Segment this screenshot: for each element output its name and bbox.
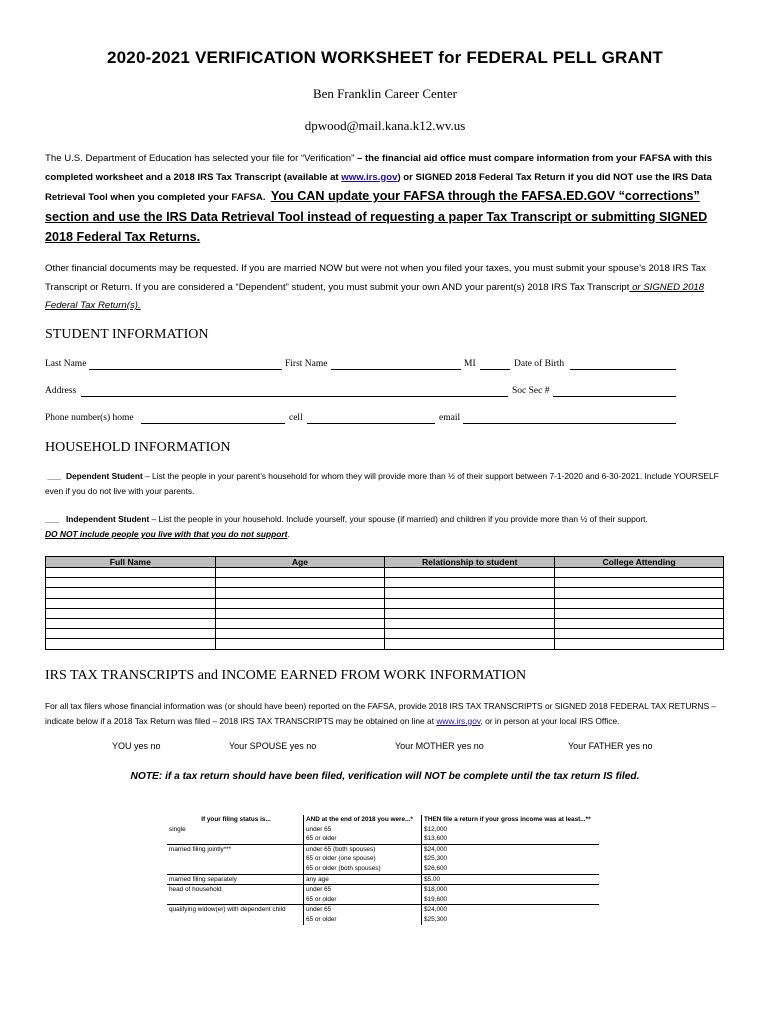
soc-sec-field[interactable]: [553, 396, 676, 397]
other-docs-paragraph: [45, 260, 725, 316]
dependent-student-option: [45, 469, 735, 499]
phone-label: Phone number(s) home: [45, 413, 134, 423]
filing-requirements-table: [167, 815, 599, 925]
contact-email: dpwood@mail.kana.k12.wv.us: [304, 118, 466, 133]
school-name: Ben Franklin Career Center: [312, 86, 458, 101]
tax-table-header: [167, 815, 599, 825]
age-cell: under 65: [304, 825, 422, 835]
table-cell[interactable]: [46, 568, 216, 578]
table-row: [46, 588, 724, 598]
household-heading: HOUSEHOLD INFORMATION: [45, 440, 231, 455]
household-table: [45, 556, 724, 650]
tax-table-row: [167, 834, 599, 844]
phone-home-field[interactable]: [141, 423, 285, 424]
table-cell[interactable]: [215, 578, 385, 588]
income-cell: $25,300: [422, 915, 600, 925]
email-label: email: [439, 413, 461, 423]
table-cell[interactable]: [215, 629, 385, 639]
cell-field[interactable]: [307, 423, 435, 424]
first-name-field[interactable]: [331, 369, 461, 370]
intro-part3: ) or SIGNED 2018 Federal Tax Return if you did NOT use the IRS Data Retrieval Tool when you completed your FAFSA.: [45, 171, 712, 204]
income-cell: $13,600: [422, 834, 600, 844]
table-cell[interactable]: [215, 608, 385, 618]
header-filing-status: If your filing status is...: [201, 816, 271, 823]
filing-status-cell: [167, 834, 304, 844]
independent-student-option: [45, 512, 735, 542]
tax-table-row: [167, 915, 599, 925]
table-cell[interactable]: [385, 629, 555, 639]
independent-warning: DO NOT include people you live with that you do not support: [45, 529, 288, 539]
tax-table-row: [167, 885, 599, 895]
tax-table-row: [167, 825, 599, 835]
table-cell[interactable]: [46, 588, 216, 598]
age-cell: under 65: [304, 885, 422, 895]
age-cell: any age: [304, 874, 422, 885]
spouse-yes-no[interactable]: Your SPOUSE yes no: [229, 741, 317, 751]
page-title: 2020-2021 VERIFICATION WORKSHEET for FEDERAL PELL GRANT: [106, 48, 664, 67]
filing-status-cell: [167, 854, 304, 864]
age-cell: 65 or older: [304, 834, 422, 844]
table-row: [46, 639, 724, 649]
table-cell[interactable]: [385, 618, 555, 628]
irs-link[interactable]: www.irs.gov: [341, 171, 398, 183]
table-cell[interactable]: [555, 608, 724, 618]
income-cell: $25,300: [422, 854, 600, 864]
table-row: [46, 618, 724, 628]
col-relationship: Relationship to student: [385, 557, 555, 568]
table-cell[interactable]: [555, 568, 724, 578]
table-cell[interactable]: [555, 618, 724, 628]
table-cell[interactable]: [215, 598, 385, 608]
col-full-name: Full Name: [46, 557, 216, 568]
tax-table-row: [167, 844, 599, 854]
warning-end: .: [287, 529, 290, 539]
table-cell[interactable]: [555, 598, 724, 608]
tax-table-row: [167, 874, 599, 885]
income-cell: $26,600: [422, 864, 600, 874]
table-cell[interactable]: [46, 598, 216, 608]
age-cell: under 65 (both spouses): [304, 844, 422, 854]
independent-blank[interactable]: ___: [45, 514, 59, 524]
table-cell[interactable]: [215, 618, 385, 628]
cell-label: cell: [289, 413, 303, 423]
age-cell: 65 or older: [304, 895, 422, 905]
table-row: [46, 608, 724, 618]
filing-status-cell: single: [169, 825, 186, 833]
irs-text1: For all tax filers whose financial information was (or should have been) reported on the FAFSA, provide 2018 IRS TAX TRANSCRIPTS or SIGNED 2018 FEDERAL TAX RETURNS – indicate below if a 2018 Tax Return was filed – 2018 IRS TAX TRANSCRIPTS may be obtained on line at: [45, 701, 717, 726]
dob-field[interactable]: [570, 369, 676, 370]
filing-status-cell: qualifying widow(er) with dependent child: [167, 905, 304, 915]
table-cell[interactable]: [555, 588, 724, 598]
table-cell[interactable]: [215, 588, 385, 598]
table-cell[interactable]: [46, 608, 216, 618]
header-age: AND at the end of 2018 you were...*: [304, 815, 422, 825]
income-cell: $12,000: [422, 825, 600, 835]
table-cell[interactable]: [385, 608, 555, 618]
income-cell: $24,000: [422, 905, 600, 915]
header-income: THEN file a return if your gross income was at least...**: [422, 815, 600, 825]
name-row: [45, 359, 685, 373]
address-label: Address: [45, 386, 77, 396]
father-yes-no[interactable]: Your FATHER yes no: [568, 741, 653, 751]
email-field[interactable]: [463, 423, 676, 424]
table-row: [46, 568, 724, 578]
intro-paragraph: [45, 150, 725, 249]
tax-table-row: [167, 854, 599, 864]
filing-status-cell: married filing separately: [167, 874, 304, 885]
tax-table-row: [167, 895, 599, 905]
table-cell[interactable]: [46, 639, 216, 649]
age-cell: 65 or older (one spouse): [304, 854, 422, 864]
table-cell[interactable]: [46, 618, 216, 628]
filing-status-cell: [167, 864, 304, 874]
age-cell: 65 or older (both spouses): [304, 864, 422, 874]
mi-label: MI: [464, 359, 476, 369]
other-docs-text: Other financial documents may be requested. If you are married NOW but were not when you filed your taxes, you must submit your spouse’s 2018 IRS Tax Transcript or Return. If you are considered a “Dependent” student, you must submit your own AND your parent(s) 2018 IRS Tax Transcript: [45, 263, 706, 293]
age-cell: under 65: [304, 905, 422, 915]
tax-return-note: NOTE: if a tax return should have been filed, verification will NOT be complete until the tax return IS filed.: [130, 771, 640, 782]
col-age: Age: [215, 557, 385, 568]
table-cell[interactable]: [555, 629, 724, 639]
tax-table-row: [167, 864, 599, 874]
filing-status-cell: head of household: [167, 885, 304, 895]
you-yes-no[interactable]: YOU yes no: [112, 741, 161, 751]
intro-emphasis: You CAN update your FAFSA through the FAFSA.ED.GOV “corrections” section and use the IRS Data Retrieval Tool instead of requesting a paper Tax Transcript or submitting SIGNED 2018 Federal Tax Returns.: [45, 189, 708, 245]
irs-text2: , or in person at your local IRS Office.: [480, 716, 620, 726]
table-cell[interactable]: [385, 578, 555, 588]
table-cell[interactable]: [385, 639, 555, 649]
filing-status-cell: [167, 915, 304, 925]
table-cell[interactable]: [215, 568, 385, 578]
student-info-heading: STUDENT INFORMATION: [45, 327, 209, 342]
dependent-text: – List the people in your parent’s household for whom they will provide more than ½ of their support between 7-1-2020 and 6-30-2021. Include YOURSELF even if you do not live with your parents.: [45, 471, 719, 496]
table-cell[interactable]: [385, 588, 555, 598]
independent-text: – List the people in your household. Include yourself, your spouse (if married) and children if you provide more than ½ of their support.: [149, 514, 648, 524]
tax-table-row: [167, 905, 599, 915]
other-docs-emphasis: or SIGNED 2018 Federal Tax Return(s).: [45, 281, 705, 312]
household-table-header: [46, 557, 724, 568]
filing-status-cell: [167, 895, 304, 905]
intro-part2: – the financial aid office must compare information from your FAFSA with this completed worksheet and a 2018 IRS Tax Transcript (available at: [45, 153, 713, 183]
address-row: [45, 386, 685, 400]
phone-row: [45, 413, 685, 427]
intro-part1: The U.S. Department of Education has selected your file for “Verification”: [45, 153, 357, 164]
table-cell[interactable]: [46, 578, 216, 588]
irs-link-2[interactable]: www.irs.gov: [436, 716, 481, 726]
filing-status-cell: married filing jointly***: [167, 844, 304, 854]
table-cell[interactable]: [555, 578, 724, 588]
irs-paragraph: [45, 699, 735, 729]
first-name-label: First Name: [285, 359, 328, 369]
age-cell: 65 or older: [304, 915, 422, 925]
table-cell[interactable]: [46, 629, 216, 639]
table-cell[interactable]: [555, 639, 724, 649]
col-college: College Attending: [555, 557, 724, 568]
table-row: [46, 578, 724, 588]
table-cell[interactable]: [385, 598, 555, 608]
independent-label: Independent Student: [65, 514, 150, 524]
address-field[interactable]: [81, 396, 508, 397]
income-cell: $5.00: [422, 874, 600, 885]
income-cell: $18,000: [422, 885, 600, 895]
dependent-label: Dependent Student: [65, 471, 143, 481]
income-cell: $24,000: [422, 844, 600, 854]
last-name-label: Last Name: [45, 359, 87, 369]
dependent-blank[interactable]: ___: [47, 471, 62, 481]
table-cell[interactable]: [385, 568, 555, 578]
irs-heading: IRS TAX TRANSCRIPTS and INCOME EARNED FROM WORK INFORMATION: [45, 668, 527, 683]
soc-sec-label: Soc Sec #: [512, 386, 550, 396]
mother-yes-no[interactable]: Your MOTHER yes no: [395, 741, 484, 751]
dob-label: Date of Birth: [514, 359, 565, 369]
table-row: [46, 598, 724, 608]
mi-field[interactable]: [480, 369, 510, 370]
table-row: [46, 629, 724, 639]
last-name-field[interactable]: [89, 369, 282, 370]
income-cell: $19,600: [422, 895, 600, 905]
table-cell[interactable]: [215, 639, 385, 649]
